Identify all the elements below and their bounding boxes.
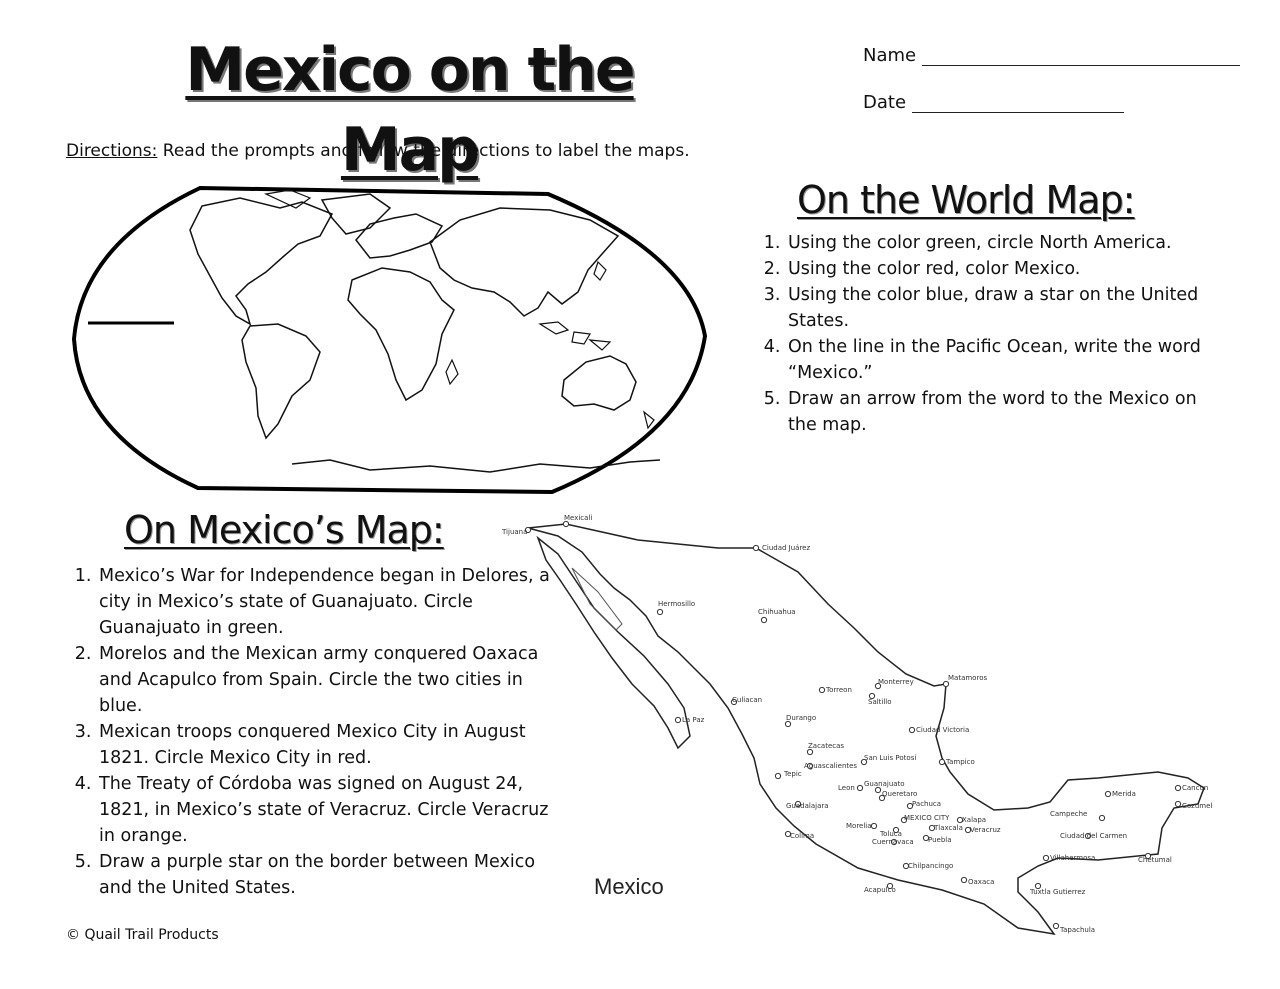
city-label: Matamoros — [948, 674, 988, 682]
mexico-map-caption: Mexico — [594, 874, 664, 899]
city-label: Mexicali — [564, 514, 593, 522]
city-label: Pachuca — [912, 800, 942, 808]
city-label: Xalapa — [962, 816, 987, 824]
city-label: Tlaxcala — [934, 824, 963, 832]
mexico-step: 4. The Treaty of Córdoba was signed on August 24, 1821, in Mexico’s state of Veracruz. Circle Veracruz in orange. — [97, 771, 567, 849]
city-label: Guanajuato — [864, 780, 905, 788]
world-step: 5. Draw an arrow from the word to the Mexico on the map. — [786, 386, 1226, 438]
city-label: Oaxaca — [968, 878, 995, 886]
city-label: Merida — [1112, 790, 1136, 798]
mexico-step: 2. Morelos and the Mexican army conquered Oaxaca and Acapulco from Spain. Circle the two cities in blue. — [97, 641, 567, 719]
world-steps-list — [755, 230, 1226, 438]
city-label: Tampico — [946, 758, 975, 766]
city-label: Guadalajara — [786, 802, 829, 810]
city-label: San Luis Potosí — [864, 754, 917, 762]
city-label: Zacatecas — [808, 742, 845, 750]
city-label: Tepic — [784, 770, 802, 778]
city-label: Aguascalientes — [804, 762, 858, 770]
city-label: Torreon — [826, 686, 852, 694]
city-label: Saltillo — [868, 698, 892, 706]
world-map — [70, 184, 710, 496]
city-label: Puebla — [928, 836, 952, 844]
city-label: Veracruz — [970, 826, 1001, 834]
city-label: Monterrey — [878, 678, 914, 686]
world-step: 3. Using the color blue, draw a star on the United States. — [786, 282, 1226, 334]
city-label: Chihuahua — [758, 608, 796, 616]
directions-label: Directions: — [66, 141, 158, 161]
city-label: Durango — [786, 714, 817, 722]
name-field[interactable] — [863, 45, 1240, 66]
city-label: Campeche — [1050, 810, 1088, 818]
city-label: Leon — [838, 784, 855, 792]
city-label: Tuxtla Gutierrez — [1030, 888, 1086, 896]
city-label: MEXICO CITY — [904, 814, 950, 822]
city-label: Toluca — [880, 830, 902, 838]
city-label: Queretaro — [882, 790, 918, 798]
directions — [66, 141, 690, 161]
world-map-heading: On the World Map: — [797, 178, 1135, 222]
city-label: Chetumal — [1138, 856, 1172, 864]
city-label: Cuernavaca — [872, 838, 914, 846]
city-label: Villahermosa — [1050, 854, 1096, 862]
name-label: Name — [863, 45, 917, 66]
page-title: Mexico on the Map — [185, 35, 634, 185]
city-label: Colima — [790, 832, 815, 840]
city-label: Tapachula — [1060, 926, 1096, 934]
city-label: Culiacan — [732, 696, 763, 704]
date-label: Date — [863, 92, 907, 113]
date-line[interactable] — [912, 94, 1124, 113]
mexico-step: 3. Mexican troops conquered Mexico City in August 1821. Circle Mexico City in red. — [97, 719, 567, 771]
mexico-steps-list — [66, 563, 567, 901]
city-label: Morelia — [846, 822, 872, 830]
city-label: Acapulco — [864, 886, 896, 894]
name-line[interactable] — [922, 47, 1240, 66]
city-label: La Paz — [682, 716, 705, 724]
world-step: 1. Using the color green, circle North America. — [786, 230, 1226, 256]
world-step: 4. On the line in the Pacific Ocean, write the word “Mexico.” — [786, 334, 1226, 386]
mexico-map-heading: On Mexico’s Map: — [124, 508, 444, 552]
city-label: Tijuana — [502, 528, 528, 536]
city-label: Cancun — [1182, 784, 1209, 792]
city-label: Chilpancingo — [908, 862, 954, 870]
world-step: 2. Using the color red, color Mexico. — [786, 256, 1226, 282]
city-label: Cozumel — [1182, 802, 1213, 810]
city-label: Ciudad Victoria — [916, 726, 970, 734]
city-label: Ciudad Juárez — [762, 544, 811, 552]
directions-text: Read the prompts and follow the directions to label the maps. — [157, 141, 690, 161]
copyright: © Quail Trail Products — [66, 927, 219, 943]
city-label: Ciudad del Carmen — [1060, 832, 1128, 840]
date-field[interactable] — [863, 92, 1124, 113]
city-label: Hermosillo — [658, 600, 696, 608]
mexico-map — [498, 508, 1218, 948]
mexico-step: 1. Mexico’s War for Independence began in Delores, a city in Mexico’s state of Guanajuato. Circle Guanajuato in green. — [97, 563, 567, 641]
mexico-step: 5. Draw a purple star on the border between Mexico and the United States. — [97, 849, 567, 901]
